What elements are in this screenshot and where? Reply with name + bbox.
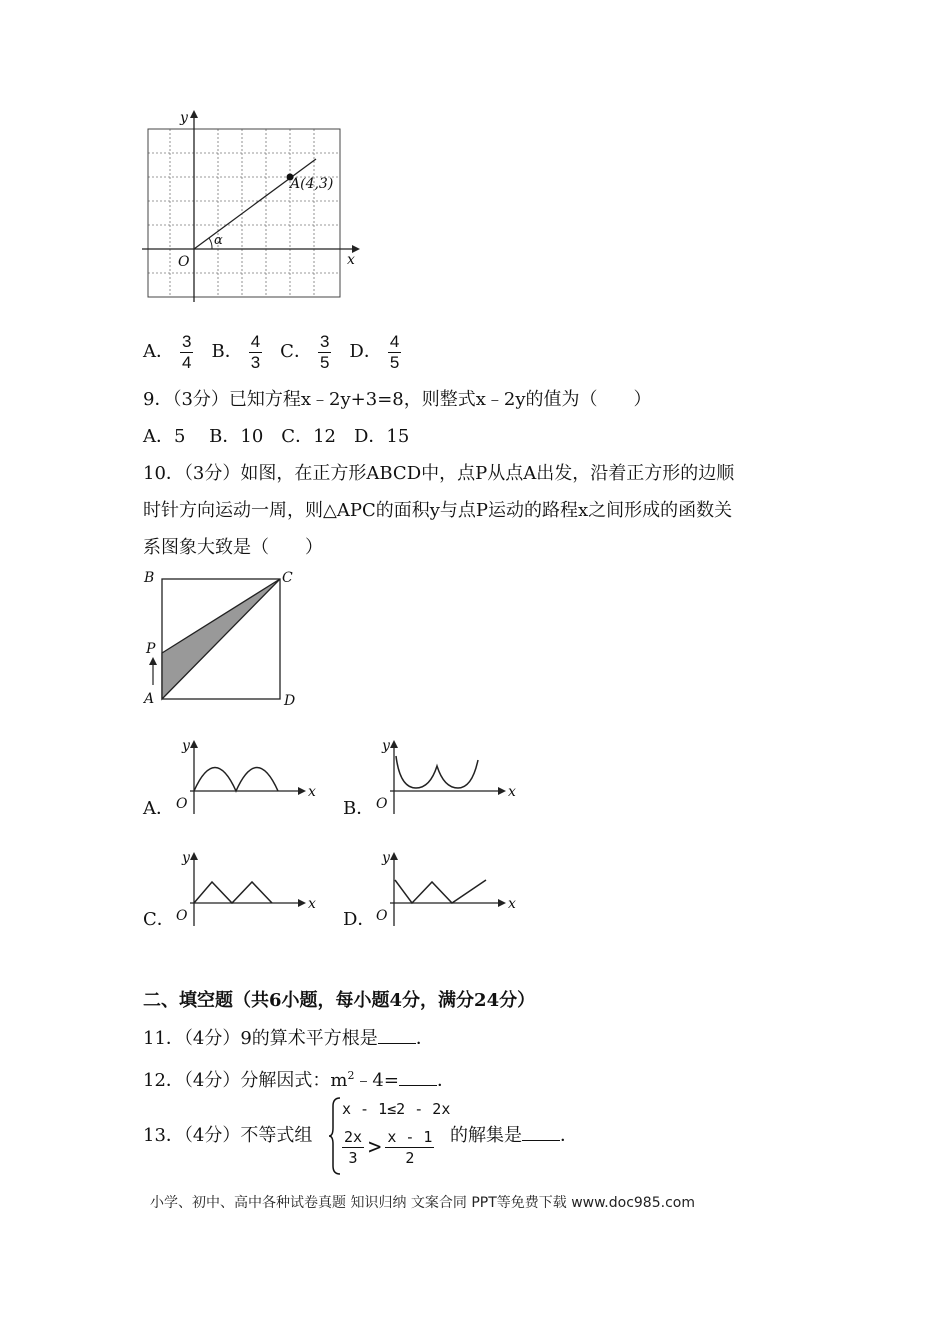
q8-origin-label: O (178, 254, 190, 270)
fraction: $\frac{2x}{3}$ (344, 1128, 363, 1167)
q11: 11．（4分）9的算术平方根是 ． (143, 1028, 434, 1049)
square-label-a: A (144, 691, 155, 707)
q8-option-b[interactable]: B． $\frac{4}{3}$ (211, 331, 261, 372)
fraction: $\frac{3}{4}$ (182, 331, 192, 372)
q10-option-d-label[interactable]: D． (343, 909, 376, 930)
q8-grid-figure (140, 108, 365, 303)
q10-graph-b[interactable] (372, 736, 522, 816)
q9-stem: 9．（3分）已知方程x﹣2y+3=8，则整式x﹣2y的值为（ ） (143, 389, 652, 410)
svg-text:O: O (376, 796, 388, 812)
square-label-d: D (284, 693, 296, 709)
fraction: $\frac{x - 1}{2}$ (387, 1128, 433, 1167)
q8-angle-label: α (214, 233, 223, 248)
q13-answer-blank[interactable] (522, 1124, 560, 1141)
q10-option-c-label[interactable]: C． (143, 909, 175, 930)
svg-text:O: O (176, 908, 188, 924)
q8-options (143, 328, 407, 376)
fraction: $\frac{4}{3}$ (250, 331, 261, 372)
q10-graph-a[interactable] (172, 736, 322, 816)
q13-post: 的解集是 ． (450, 1125, 578, 1146)
page-footer: 小学、初中、高中各种试卷真题 知识归纳 文案合同 PPT等免费下载 www.doc985.com (150, 1195, 695, 1211)
q11-answer-blank[interactable] (378, 1027, 416, 1044)
q12: 12．（4分）分解因式：$m^2﹣4=$ ． (143, 1069, 455, 1091)
q8-point-label: A(4,3) (290, 176, 334, 192)
svg-text:x: x (308, 896, 316, 912)
q10-stem-line2: 时针方向运动一周，则△APC的面积y与点P运动的路程x之间形成的函数关 (143, 500, 733, 521)
square-label-p: P (146, 641, 156, 657)
svg-text:x: x (508, 896, 516, 912)
q10-option-a-label[interactable]: A． (143, 798, 174, 819)
svg-text:y: y (182, 850, 190, 866)
q10-square-figure (140, 565, 305, 710)
q13-pre: 13．（4分）不等式组 (143, 1125, 313, 1146)
fraction: $\frac{3}{5}$ (319, 331, 330, 372)
svg-text:O: O (176, 796, 188, 812)
svg-text:O: O (376, 908, 388, 924)
section-2-title: 二、填空题（共6小题，每小题4分，满分24分） (143, 990, 536, 1011)
svg-text:y: y (382, 738, 390, 754)
q8-option-c[interactable]: C． $\frac{3}{5}$ (280, 331, 330, 372)
svg-text:y: y (382, 850, 390, 866)
q9-options[interactable]: A．5 B．10 C．12 D．15 (143, 426, 410, 447)
svg-text:x: x (308, 784, 316, 800)
q10-graph-c[interactable] (172, 848, 322, 928)
q10-stem-line1: 10．（3分）如图，在正方形ABCD中，点P从点A出发，沿着正方形的边顺 (143, 463, 735, 484)
square-label-b: B (144, 570, 155, 586)
q13-inequality-1: x - 1≤2 - 2x (342, 1100, 451, 1118)
q8-x-axis-label: x (347, 252, 355, 268)
q10-option-b-label[interactable]: B． (343, 798, 375, 819)
q13-inequality-2: $\frac{2x}{3}$ > $\frac{x - 1}{2}$ (344, 1128, 433, 1167)
q10-graph-d[interactable] (372, 848, 522, 928)
q8-option-d[interactable]: D． $\frac{4}{5}$ (349, 331, 400, 372)
fraction: $\frac{4}{5}$ (389, 331, 400, 372)
q10-stem-line3: 系图象大致是（ ） (143, 537, 323, 558)
square-label-c: C (282, 570, 293, 586)
q8-y-axis-label: y (180, 110, 188, 126)
q12-answer-blank[interactable] (399, 1069, 437, 1086)
svg-text:y: y (182, 738, 190, 754)
svg-text:x: x (508, 784, 516, 800)
q8-option-a[interactable]: A． $\frac{3}{4}$ (143, 331, 192, 372)
